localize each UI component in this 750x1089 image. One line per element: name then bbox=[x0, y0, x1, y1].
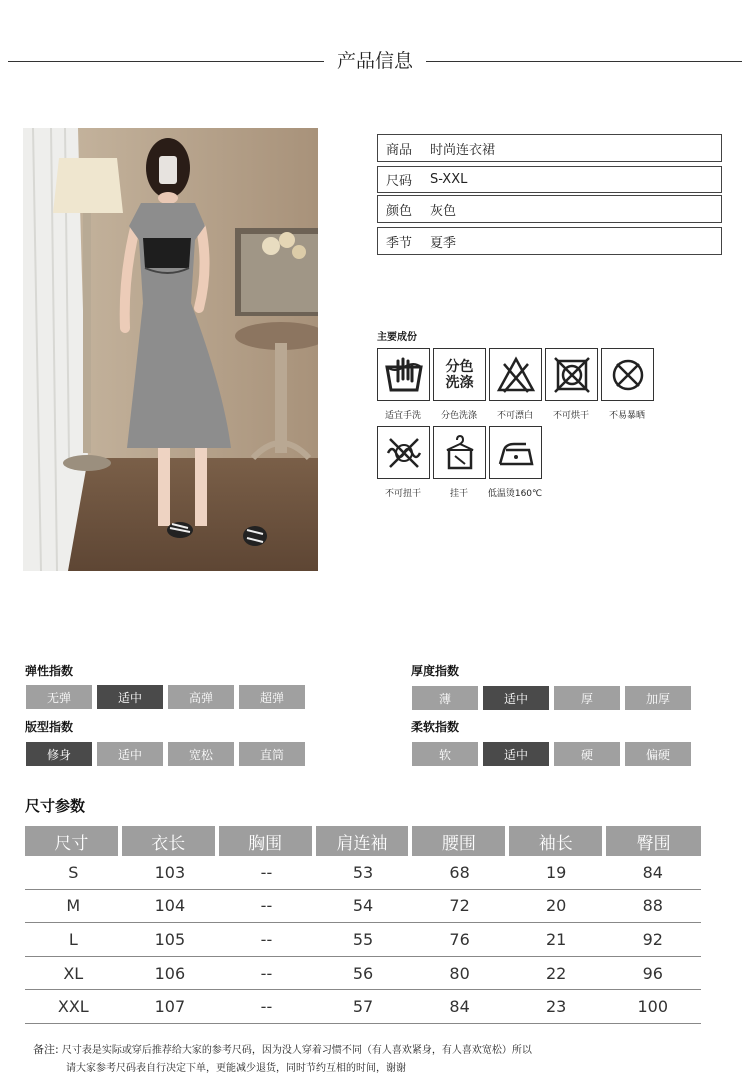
table-cell: 84 bbox=[449, 997, 470, 1017]
no-wring-icon bbox=[377, 426, 430, 479]
table-cell: -- bbox=[260, 997, 273, 1017]
care-label: 适宜手洗 bbox=[384, 411, 421, 421]
info-row-product bbox=[377, 134, 722, 162]
softness-option: 偏硬 bbox=[625, 742, 691, 766]
no-sun-dry-icon bbox=[601, 348, 654, 401]
note-line-1: 尺寸表是实际或穿后推荐给大家的参考尺码，因为没人穿着习惯不同（有人喜欢紧身，有人喜欢宽松）所以 bbox=[61, 1045, 532, 1056]
info-key: 尺码 bbox=[386, 174, 413, 189]
table-cell: 55 bbox=[352, 929, 374, 949]
note-line-2: 请大家参考尺码表自行决定下单，更能减少退货，同时节约互相的时间，谢谢 bbox=[66, 1063, 406, 1074]
info-value: 夏季 bbox=[430, 235, 457, 251]
table-cell: 100 bbox=[637, 997, 669, 1017]
table-cell: S bbox=[68, 862, 79, 882]
separate-wash-glyph-top: 分色 bbox=[445, 358, 474, 375]
softness-option: 软 bbox=[412, 742, 478, 766]
care-label: 不可烘干 bbox=[552, 411, 589, 421]
product-info-table bbox=[377, 134, 722, 259]
table-cell: -- bbox=[260, 929, 273, 949]
care-label: 低温烫160℃ bbox=[487, 489, 543, 499]
table-row bbox=[25, 923, 701, 957]
table-cell: 92 bbox=[642, 929, 663, 949]
fit-option: 适中 bbox=[97, 742, 163, 766]
table-cell: 23 bbox=[546, 997, 567, 1017]
table-cell: 54 bbox=[352, 896, 374, 916]
care-label: 挂干 bbox=[449, 489, 468, 499]
header-cell: 肩连袖 bbox=[316, 826, 409, 856]
header-cell: 腰围 bbox=[412, 826, 505, 856]
no-bleach-icon bbox=[489, 348, 542, 401]
table-cell: 106 bbox=[154, 963, 186, 983]
fit-option: 宽松 bbox=[168, 742, 234, 766]
fit-option: 直筒 bbox=[239, 742, 305, 766]
separate-wash-glyph-bottom: 洗涤 bbox=[445, 374, 474, 391]
table-cell: 57 bbox=[352, 997, 374, 1017]
hang-dry-icon bbox=[433, 426, 486, 479]
table-cell: 20 bbox=[546, 896, 567, 916]
elasticity-option: 超弹 bbox=[239, 685, 305, 709]
low-iron-icon bbox=[489, 426, 542, 479]
size-note bbox=[33, 1041, 532, 1078]
table-cell: 105 bbox=[154, 929, 186, 949]
table-cell: XL bbox=[63, 963, 84, 983]
table-cell: 68 bbox=[449, 862, 470, 882]
table-cell: 84 bbox=[642, 862, 663, 882]
size-table-header bbox=[25, 826, 701, 856]
table-cell: 56 bbox=[352, 963, 374, 983]
product-photo bbox=[23, 128, 318, 571]
table-cell: 88 bbox=[642, 896, 663, 916]
table-cell: 53 bbox=[352, 862, 374, 882]
table-cell: M bbox=[66, 896, 81, 916]
header-cell: 袖长 bbox=[509, 826, 602, 856]
info-row-color bbox=[377, 195, 722, 223]
table-cell: 19 bbox=[546, 862, 567, 882]
info-key: 颜色 bbox=[386, 203, 413, 219]
no-tumble-dry-icon bbox=[545, 348, 598, 401]
header-rule-left bbox=[8, 61, 324, 62]
info-row-season bbox=[377, 227, 722, 255]
table-row bbox=[25, 856, 701, 890]
info-key: 商品 bbox=[386, 142, 413, 158]
table-cell: XXL bbox=[57, 997, 89, 1017]
elasticity-option: 高弹 bbox=[168, 685, 234, 709]
care-label: 分色洗涤 bbox=[440, 411, 477, 421]
header-cell: 尺寸 bbox=[25, 826, 118, 856]
thickness-option-selected: 适中 bbox=[483, 686, 549, 710]
care-label: 不易暴晒 bbox=[608, 411, 645, 421]
table-cell: 72 bbox=[449, 896, 470, 916]
table-cell: 21 bbox=[546, 929, 567, 949]
fit-scale bbox=[26, 742, 310, 766]
care-title: 主要成份 bbox=[377, 332, 417, 343]
thickness-option: 厚 bbox=[554, 686, 620, 710]
table-row bbox=[25, 957, 701, 991]
info-key: 季节 bbox=[386, 235, 413, 251]
header-cell: 臀围 bbox=[606, 826, 701, 856]
softness-option-selected: 适中 bbox=[483, 742, 549, 766]
header-rule-right bbox=[426, 61, 742, 62]
thickness-option: 加厚 bbox=[625, 686, 691, 710]
thickness-scale bbox=[412, 686, 696, 710]
section-title: 产品信息 bbox=[336, 50, 413, 72]
size-table bbox=[25, 826, 701, 1024]
table-cell: 76 bbox=[449, 929, 470, 949]
elasticity-option-selected: 适中 bbox=[97, 685, 163, 709]
care-label: 不可漂白 bbox=[496, 411, 533, 421]
table-row bbox=[25, 890, 701, 924]
info-value: 灰色 bbox=[430, 203, 457, 219]
info-value: S-XXL bbox=[430, 172, 468, 187]
softness-title: 柔软指数 bbox=[411, 720, 460, 734]
header-cell: 衣长 bbox=[122, 826, 215, 856]
table-cell: 104 bbox=[154, 896, 186, 916]
elasticity-title: 弹性指数 bbox=[25, 664, 74, 678]
thickness-title: 厚度指数 bbox=[411, 664, 460, 678]
table-cell: 103 bbox=[154, 862, 186, 882]
table-cell: -- bbox=[260, 862, 273, 882]
separate-wash-icon bbox=[433, 348, 486, 401]
fit-option-selected: 修身 bbox=[26, 742, 92, 766]
table-cell: 22 bbox=[546, 963, 567, 983]
table-cell: L bbox=[68, 929, 78, 949]
fit-title: 版型指数 bbox=[25, 720, 74, 734]
info-row-size bbox=[377, 166, 722, 193]
table-cell: 107 bbox=[154, 997, 186, 1017]
table-cell: -- bbox=[260, 896, 273, 916]
hand-wash-icon bbox=[377, 348, 430, 401]
header-cell: 胸围 bbox=[219, 826, 312, 856]
info-value: 时尚连衣裙 bbox=[430, 142, 496, 158]
softness-option: 硬 bbox=[554, 742, 620, 766]
elasticity-scale bbox=[26, 685, 310, 709]
size-table-title: 尺寸参数 bbox=[25, 797, 86, 815]
table-cell: 96 bbox=[642, 963, 663, 983]
note-label: 备注: bbox=[33, 1043, 59, 1056]
table-row bbox=[25, 990, 701, 1024]
softness-scale bbox=[412, 742, 696, 766]
thickness-option: 薄 bbox=[412, 686, 478, 710]
elasticity-option: 无弹 bbox=[26, 685, 92, 709]
table-cell: 80 bbox=[449, 963, 470, 983]
table-cell: -- bbox=[260, 963, 273, 983]
care-label: 不可扭干 bbox=[384, 489, 421, 499]
